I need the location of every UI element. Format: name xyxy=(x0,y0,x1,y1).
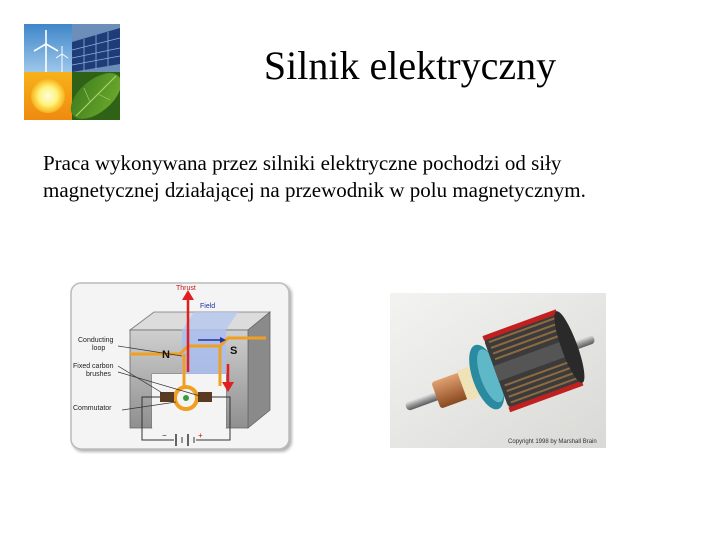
slide-body-text: Praca wykonywana przez silniki elektryczne pochodzi od siły magnetycznej działającej na przewodnik w polu magnetycznym. xyxy=(43,151,586,202)
conducting-loop-label: Conducting xyxy=(78,337,114,344)
field-label: Field xyxy=(200,303,216,310)
brushes-label: Fixed carbon xyxy=(73,363,114,370)
commutator-label: Commutator xyxy=(73,405,112,412)
motor-armature-photo xyxy=(390,293,606,448)
minus-label: − xyxy=(162,431,167,440)
carbon-brush-left xyxy=(160,392,174,402)
sun-icon xyxy=(31,79,65,113)
motor-diagram xyxy=(70,282,294,454)
north-pole-label: N xyxy=(162,349,170,361)
copyright-text: Copyright 1998 by Marshall Brain xyxy=(508,439,597,445)
thrust-label: Thrust xyxy=(176,285,196,292)
renewable-energy-logo xyxy=(24,24,120,120)
plus-label: + xyxy=(198,431,203,440)
slide-title: Silnik elektryczny xyxy=(263,43,557,88)
south-pole-label: S xyxy=(230,345,238,357)
carbon-brush-right xyxy=(198,392,212,402)
brushes-label-2: brushes xyxy=(86,371,111,378)
conducting-loop-label-2: loop xyxy=(92,345,106,352)
